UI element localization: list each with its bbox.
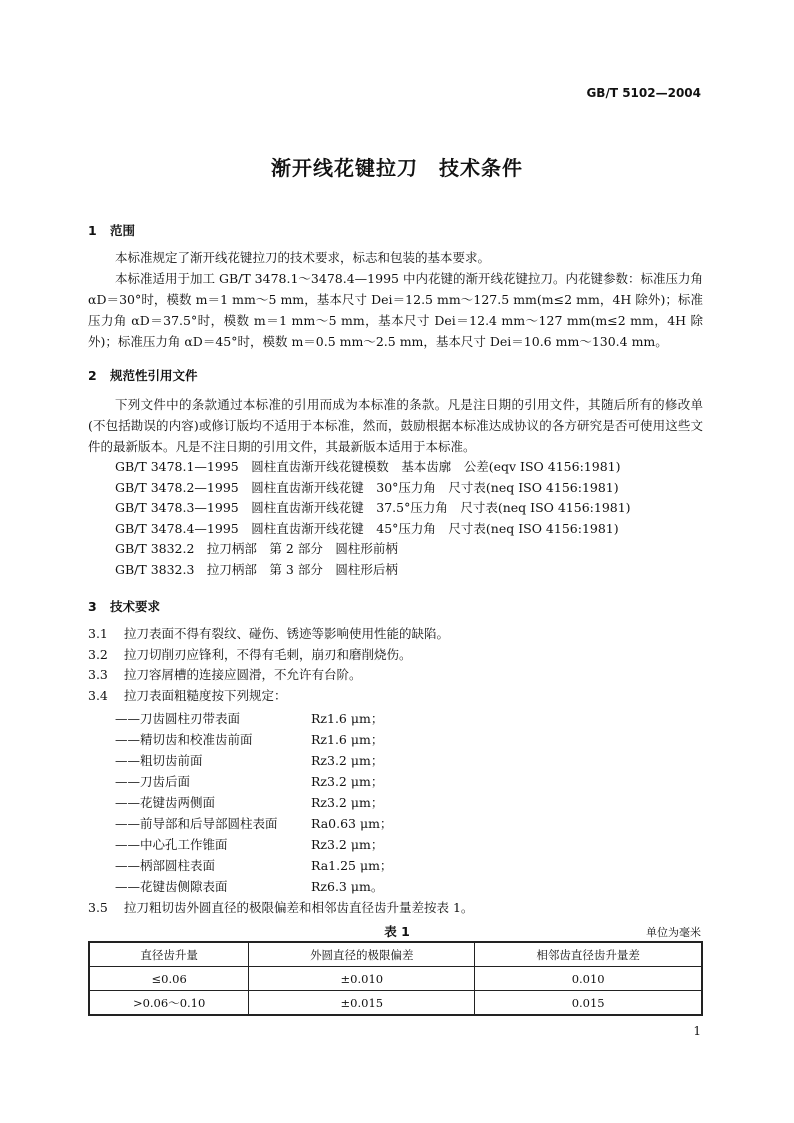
roughness-value: Rz3.2 μm； <box>311 795 384 810</box>
table-header-row <box>89 942 702 967</box>
clause-number: 3.3 <box>88 667 108 682</box>
references-paragraph: 下列文件中的条款通过本标准的引用而成为本标准的条款。凡是注日期的引用文件，其随后所有的修改单(不包括勘误的内容)或修订版均不适用于本标准，然而，鼓励根据本标准达成协议的各方研究是否可使用这些文件的最新版本。凡是不注日期的引用文件，其最新版本适用于本标准。 <box>88 397 703 454</box>
section-2-heading <box>88 366 198 384</box>
reference-item: GB/T 3478.4—1995 圆柱直齿渐开线花键 45°压力角 尺寸表(neq ISO 4156:1981) <box>115 520 619 536</box>
clause-item <box>88 645 449 666</box>
reference-item: GB/T 3478.1—1995 圆柱直齿渐开线花键模数 基本齿廓 公差(eqv ISO 4156:1981) <box>115 459 621 474</box>
roughness-surface: ——花键齿侧隙表面 <box>115 879 228 894</box>
clause-text: 拉刀切削刃应锋利，不得有毛刺，崩刃和磨削烧伤。 <box>124 646 412 662</box>
roughness-value: Ra1.25 μm； <box>311 858 393 873</box>
tolerance-table <box>88 941 703 1016</box>
roughness-item <box>115 771 392 792</box>
clause-text: 拉刀粗切齿外圆直径的极限偏差和相邻齿直径齿升量差按表 1。 <box>124 900 474 915</box>
table-caption: 表 1 <box>384 924 410 939</box>
roughness-item <box>115 729 392 750</box>
roughness-surface: ——前导部和后导部圆柱表面 <box>115 816 278 831</box>
section-number: 2 <box>88 368 97 383</box>
section-number: 1 <box>88 223 97 238</box>
clause-item <box>88 624 449 645</box>
table-cell: >0.06～0.10 <box>89 991 249 1016</box>
roughness-item <box>115 834 392 855</box>
clause-3-5 <box>88 898 473 919</box>
section-title: 范围 <box>110 223 136 238</box>
scope-paragraph-1: 本标准规定了渐开线花键拉刀的技术要求，标志和包装的基本要求。 <box>115 250 491 265</box>
roughness-item <box>115 855 392 876</box>
roughness-surface: ——刀齿后面 <box>115 774 191 789</box>
roughness-value: Rz1.6 μm； <box>311 711 384 726</box>
roughness-surface: ——粗切齿前面 <box>115 753 203 768</box>
table-cell: ±0.010 <box>249 967 475 991</box>
table-row <box>89 991 702 1016</box>
scope-text <box>88 247 703 352</box>
clause-text: 拉刀表面不得有裂纹、碰伤、锈迹等影响使用性能的缺陷。 <box>124 626 450 641</box>
clause-text: 拉刀容屑槽的连接应圆滑，不允许有台阶。 <box>124 667 362 682</box>
roughness-value: Rz1.6 μm； <box>311 732 384 747</box>
table-cell: 0.015 <box>475 991 702 1016</box>
roughness-value: Rz3.2 μm； <box>311 774 384 789</box>
section-title: 技术要求 <box>110 599 161 614</box>
column-header: 外圆直径的极限偏差 <box>249 942 475 967</box>
roughness-list <box>115 708 392 897</box>
roughness-item <box>115 792 392 813</box>
section-title: 规范性引用文件 <box>110 368 198 383</box>
clause-number: 3.1 <box>88 626 108 641</box>
table-cell: ≤0.06 <box>89 967 249 991</box>
clause-list <box>88 624 449 706</box>
section-3-heading <box>88 597 160 615</box>
page-number: 1 <box>693 1024 701 1038</box>
reference-item: GB/T 3478.3—1995 圆柱直齿渐开线花键 37.5°压力角 尺寸表(neq ISO 4156:1981) <box>115 500 631 515</box>
clause-item <box>88 898 473 919</box>
clause-number: 3.2 <box>88 646 108 662</box>
document-title: 渐开线花键拉刀 技术条件 <box>271 156 523 180</box>
clause-item <box>88 665 449 686</box>
reference-item: GB/T 3832.2 拉刀柄部 第 2 部分 圆柱形前柄 <box>115 541 398 556</box>
roughness-surface: ——精切齿和校准齿前面 <box>115 732 253 747</box>
standard-code: GB/T 5102—2004 <box>586 86 701 100</box>
column-header: 直径齿升量 <box>89 942 249 967</box>
reference-item: GB/T 3478.2—1995 圆柱直齿渐开线花键 30°压力角 尺寸表(neq ISO 4156:1981) <box>115 479 619 495</box>
column-header: 相邻齿直径齿升量差 <box>475 942 702 967</box>
roughness-value: Rz3.2 μm； <box>311 837 384 852</box>
table-cell: 0.010 <box>475 967 702 991</box>
roughness-item <box>115 750 392 771</box>
roughness-value: Ra0.63 μm； <box>311 816 393 831</box>
clause-item <box>88 686 449 707</box>
table-row <box>89 967 702 991</box>
roughness-item <box>115 708 392 729</box>
section-1-heading <box>88 221 135 239</box>
roughness-item <box>115 813 392 834</box>
clause-number: 3.5 <box>88 900 108 915</box>
roughness-surface: ——刀齿圆柱刃带表面 <box>115 711 241 726</box>
references-intro <box>88 394 703 457</box>
roughness-surface: ——花键齿两侧面 <box>115 795 216 810</box>
reference-list <box>115 457 631 580</box>
section-number: 3 <box>88 599 97 614</box>
roughness-surface: ——柄部圆柱表面 <box>115 858 216 873</box>
roughness-item <box>115 876 392 897</box>
clause-text: 拉刀表面粗糙度按下列规定： <box>124 687 287 703</box>
reference-item: GB/T 3832.3 拉刀柄部 第 3 部分 圆柱形后柄 <box>115 561 398 577</box>
scope-paragraph-2: 本标准适用于加工 GB/T 3478.1～3478.4—1995 中内花键的渐开线花键拉刀。内花键参数：标准压力角 αD＝30°时，模数 m＝1 mm～5 mm，基本尺寸 Dei＝12.5 mm～127.5 mm(m≤2 mm，4H 除外)；标准压力角 αD＝37.5°时，模数 m＝1 mm～5 mm，基本尺寸 Dei＝12.4 mm～127 mm(m≤2 mm，4H 除外)；标准压力角 αD＝45°时，模数 m＝0.5 mm～2.5 mm，基本尺寸 Dei＝10.6 mm～130.4 mm。 <box>88 271 703 349</box>
roughness-value: Rz6.3 μm。 <box>311 879 384 894</box>
roughness-surface: ——中心孔工作锥面 <box>115 837 228 852</box>
table-cell: ±0.015 <box>249 991 475 1016</box>
table-unit: 单位为毫米 <box>646 926 701 939</box>
roughness-value: Rz3.2 μm； <box>311 753 384 768</box>
clause-number: 3.4 <box>88 687 108 703</box>
